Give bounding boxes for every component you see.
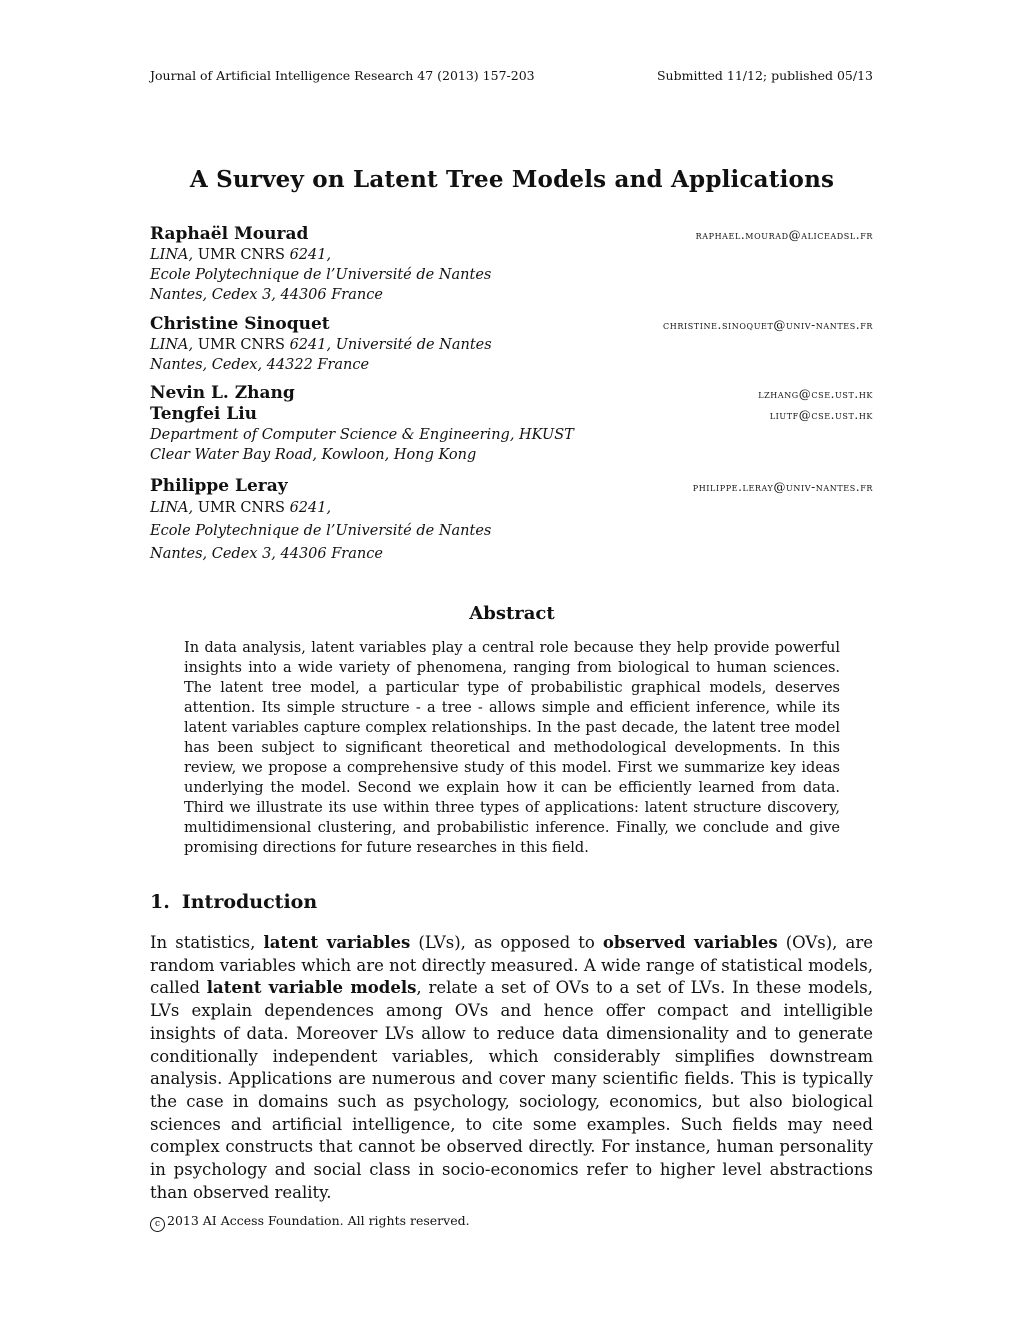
section-title: Introduction bbox=[181, 891, 318, 913]
affiliation-line: Department of Computer Science & Engineering, HKUST bbox=[150, 427, 574, 443]
author-block-sinoquet bbox=[150, 314, 873, 375]
affiliation-line: Clear Water Bay Road, Kowloon, Hong Kong bbox=[150, 447, 477, 463]
affiliation-line: LINA, UMR CNRS 6241, Université de Nantes bbox=[150, 337, 492, 353]
running-header bbox=[150, 68, 873, 83]
copyright-text: 2013 AI Access Foundation. All rights reserved. bbox=[167, 1213, 470, 1228]
author-block-mourad bbox=[150, 224, 873, 305]
affiliation-line: LINA, UMR CNRS 6241, bbox=[150, 500, 332, 516]
affiliation-line: Nantes, Cedex 3, 44306 France bbox=[150, 287, 383, 303]
affiliation-line: Ecole Polytechnique de l’Université de Nantes bbox=[150, 523, 492, 539]
submission-dates: Submitted 11/12; published 05/13 bbox=[656, 68, 873, 83]
term-latent-variables: latent variables bbox=[263, 933, 411, 952]
affiliation-line: Nantes, Cedex 3, 44306 France bbox=[150, 546, 383, 562]
author-email: liutf@cse.ust.hk bbox=[769, 408, 873, 422]
affiliation-line: Ecole Polytechnique de l’Université de Nantes bbox=[150, 267, 492, 283]
introduction-paragraph: In statistics, latent variables (LVs), as opposed to observed variables (OVs), are random variables which are not directly measured. A wide range of statistical models, called latent variable models, relate a set of OVs to a set of LVs. In these models, LVs explain dependences among OVs and hence offer compact and intelligible insights of data. Moreover LVs allow to reduce data dimensionality and to generate conditionally independent variables, which considerably simplifies downstream analysis. Applications are numerous and cover many scientific fields. This is typically the case in domains such as psychology, sociology, economics, but also biological sciences and artificial intelligence, to cite some examples. Such fields may need complex constructs that cannot be observed directly. For instance, human personality in psychology and social class in socio-economics refer to higher level abstractions than observed reality. bbox=[150, 933, 873, 1202]
copyright-icon: c bbox=[150, 1217, 165, 1232]
author-block-leray bbox=[150, 476, 873, 566]
affiliation-line: LINA, UMR CNRS 6241, bbox=[150, 247, 332, 263]
term-latent-variable-models: latent variable models bbox=[206, 978, 417, 998]
author-name: Tengfei Liu bbox=[150, 404, 258, 424]
author-name: Nevin L. Zhang bbox=[150, 383, 295, 403]
author-email: philippe.leray@univ-nantes.fr bbox=[692, 480, 873, 494]
copyright-notice bbox=[150, 1213, 470, 1232]
paper-title: A Survey on Latent Tree Models and Applications bbox=[189, 166, 835, 193]
abstract-heading: Abstract bbox=[469, 603, 555, 624]
abstract-text: In data analysis, latent variables play a central role because they help provide powerful insights into a wide variety of phenomena, ranging from biological to human sciences. The latent tree model, a particular type of probabilistic graphical models, deserves attention. Its simple structure - a tree - allows simple and efficient inference, while its latent variables capture complex relationships. In the past decade, the latent tree model has been subject to significant theoretical and methodological developments. In this review, we propose a comprehensive study of this model. First we summarize key ideas underlying the model. Second we explain how it can be efficiently learned from data. Third we illustrate its use within three types of applications: latent structure discovery, multidimensional clustering, and probabilistic inference. Finally, we conclude and give promising directions for future researches in this field. bbox=[184, 640, 840, 856]
author-email: raphael.mourad@aliceadsl.fr bbox=[695, 228, 873, 242]
affiliation-line: Nantes, Cedex, 44322 France bbox=[150, 357, 370, 373]
author-name: Christine Sinoquet bbox=[150, 314, 330, 334]
author-name: Philippe Leray bbox=[150, 476, 288, 496]
author-email: lzhang@cse.ust.hk bbox=[758, 387, 873, 401]
term-observed-variables: observed variables bbox=[602, 933, 778, 952]
section-heading bbox=[150, 891, 329, 913]
author-block-hkust bbox=[150, 383, 873, 465]
section-number: 1. bbox=[150, 891, 170, 913]
author-email: christine.sinoquet@univ-nantes.fr bbox=[663, 318, 873, 332]
author-name: Raphaël Mourad bbox=[150, 224, 309, 244]
journal-reference: Journal of Artificial Intelligence Research 47 (2013) 157-203 bbox=[150, 68, 535, 83]
